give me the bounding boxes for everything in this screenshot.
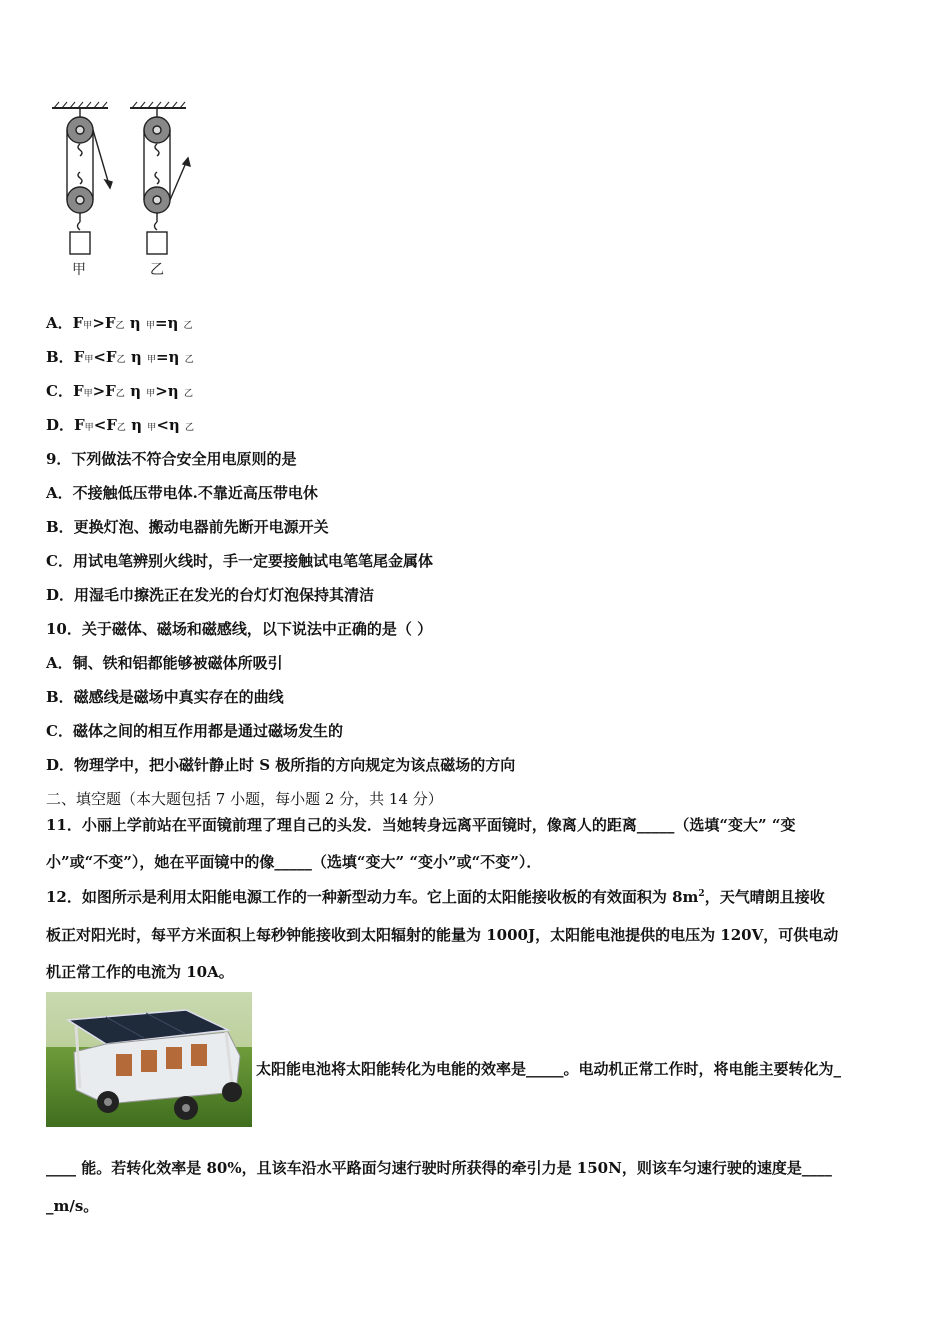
pulley-diagram: [50, 100, 200, 285]
section-heading: 二、填空题（本大题包括 7 小题，每小题 2 分，共 14 分）: [46, 790, 443, 808]
q12-line-2: 板正对阳光时，每平方米面积上每秒钟能接收到太阳辐射的能量为 1000J，太阳能电池提供的电压为 120V，可供电动: [46, 926, 839, 944]
q10-option-c: C．磁体之间的相互作用都是通过磁场发生的: [46, 722, 343, 740]
q8-option-d: D．F甲<F乙 η 甲<η 乙: [46, 416, 195, 434]
q9-option-d: D．用湿毛巾擦洗正在发光的台灯灯泡保持其清洁: [46, 586, 375, 604]
q12-line-1: 12．如图所示是利用太阳能电源工作的一种新型动力车。它上面的太阳能接收板的有效面积为 $8m^2$，天气晴朗且接收: [46, 888, 825, 906]
solar-car-image: [46, 992, 252, 1127]
q12-line-6: _m/s。: [46, 1197, 99, 1215]
figure-label-left: 甲: [72, 262, 86, 278]
q9-option-c: C．用试电笔辨别火线时，手一定要接触试电笔笔尾金属体: [46, 552, 433, 570]
q12-line-3: 机正常工作的电流为 10A。: [46, 963, 234, 981]
q10-stem: 10．关于磁体、磁场和磁感线，以下说法中正确的是（ ）: [46, 620, 433, 638]
q11-line-1: 11．小丽上学前站在平面镜前理了理自己的头发．当她转身远离平面镜时，像离人的距离_____（选填“变大” “变: [46, 816, 796, 834]
q9-option-a: A．不接触低压带电体.不靠近高压带电休: [46, 484, 318, 502]
figure-label-right: 乙: [150, 262, 164, 278]
q10-option-b: B．磁感线是磁场中真实存在的曲线: [46, 688, 284, 706]
q8-option-b: B．F甲<F乙 η 甲=η 乙: [46, 348, 194, 366]
q11-line-2: 小”或“不变”），她在平面镜中的像_____（选填“变大” “变小”或“不变”）．: [46, 853, 542, 871]
q12-line-5: ____ 能。若转化效率是 80%，且该车沿水平路面匀速行驶时所获得的牵引力是 150N，则该车匀速行驶的速度是____: [46, 1159, 832, 1177]
q12-line-4: 太阳能电池将太阳能转化为电能的效率是_____。电动机正常工作时，将电能主要转化为_: [256, 1060, 842, 1078]
q9-stem: 9．下列做法不符合安全用电原则的是: [46, 450, 297, 468]
q10-option-d: D．物理学中，把小磁针静止时 S 极所指的方向规定为该点磁场的方向: [46, 756, 516, 774]
q8-option-c: C．F甲>F乙 η 甲>η 乙: [46, 382, 193, 400]
q10-option-a: A．铜、铁和铝都能够被磁体所吸引: [46, 654, 283, 672]
q9-option-b: B．更换灯泡、搬动电器前先断开电源开关: [46, 518, 329, 536]
q8-option-a: A．F甲>F乙 η 甲=η 乙: [46, 314, 193, 332]
